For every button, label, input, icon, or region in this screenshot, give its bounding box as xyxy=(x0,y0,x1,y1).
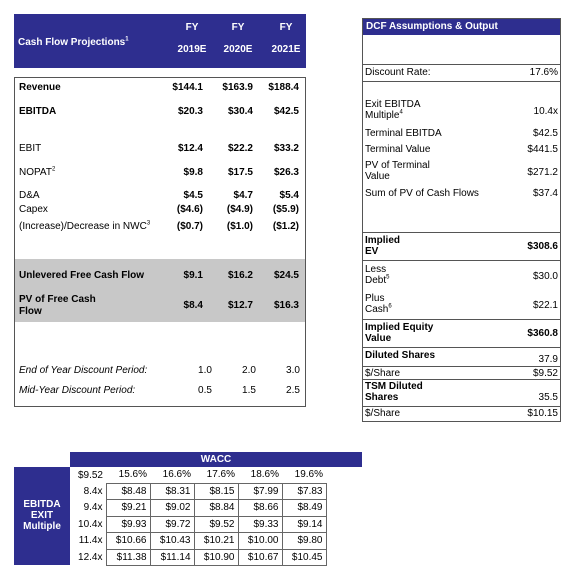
row-da: D&A $4.5 $4.7 $5.4 xyxy=(19,190,299,201)
divider xyxy=(363,319,560,320)
multiple-value: 8.4x xyxy=(83,485,103,497)
table-cell: $10.43 xyxy=(150,533,194,550)
cash-flow-title: Cash Flow Projections$^1$ xyxy=(18,36,129,48)
table-cell: $10.00 xyxy=(238,533,282,550)
divider xyxy=(363,81,560,82)
wacc-value: 16.6% xyxy=(162,469,191,481)
table-row xyxy=(70,533,326,550)
table-cell: $11.14 xyxy=(150,549,194,566)
multiple-value: 12.4x xyxy=(78,551,103,563)
table-cell: $7.99 xyxy=(238,483,282,500)
table-cell: $9.80 xyxy=(282,533,326,550)
row-revenue: Revenue $144.1 $163.9 $188.4 xyxy=(19,82,299,93)
table-cell: $8.66 xyxy=(238,500,282,517)
wacc-value: 19.6% xyxy=(294,469,323,481)
year-header-0: FY 2019E xyxy=(177,22,207,55)
row-midyear-discount: Mid-Year Discount Period: 0.5 1.5 2.5 xyxy=(19,385,300,396)
table-cell: $11.38 xyxy=(106,549,150,566)
table-cell: $9.93 xyxy=(106,516,150,533)
table-cell: $8.15 xyxy=(194,483,238,500)
table-cell: $10.90 xyxy=(194,549,238,566)
wacc-header: WACC xyxy=(70,452,362,467)
table-cell: $9.72 xyxy=(150,516,194,533)
row-nopat: NOPAT$^2$ $9.8 $17.5 $26.3 xyxy=(19,166,299,178)
table-cell: $9.14 xyxy=(282,516,326,533)
table-cell: $9.52 xyxy=(194,516,238,533)
table-cell: $9.21 xyxy=(106,500,150,517)
year-header-1: FY 2020E xyxy=(223,22,253,55)
corner-value: $9.52 xyxy=(77,469,103,481)
cash-flow-header xyxy=(14,14,306,68)
divider xyxy=(363,366,560,367)
divider xyxy=(363,379,560,380)
table-row xyxy=(70,549,326,566)
divider xyxy=(363,260,560,261)
dcf-panel: DCF Assumptions & Output Discount Rate: 17.6% Exit EBITDA Multiple$^4$ 10.4x Terminal EBITDA $42.5 Terminal Value $441.5 PV of Terminal Value $271.2 Sum of PV of Cash Flows $37.4 Implied EV $308.6 Less Debt$^5$ $30.0 Plus Cash$^6$ $22.1 Implied Equity Value $360.8 Diluted Shares 37.9 $/Share $9.52 TSM Diluted Shares 35.5 $/Share $10.15 xyxy=(362,18,561,422)
multiple-value: 11.4x xyxy=(78,535,103,547)
row-capex: Capex ($4.6) ($4.9) ($5.9) xyxy=(19,204,299,215)
multiple-value: 9.4x xyxy=(83,502,103,514)
wacc-value: 15.6% xyxy=(118,469,147,481)
wacc-value: 17.6% xyxy=(206,469,235,481)
table-cell: $9.33 xyxy=(238,516,282,533)
row-unlevered-fcf: Unlevered Free Cash Flow $9.1 $16.2 $24.5 xyxy=(19,270,299,281)
row-ebitda: EBITDA $20.3 $30.4 $42.5 xyxy=(19,106,299,117)
table-cell: $10.45 xyxy=(282,549,326,566)
table-row xyxy=(70,516,326,533)
multiple-value: 10.4x xyxy=(78,518,103,530)
wacc-header-row xyxy=(70,467,326,483)
table-cell: $9.02 xyxy=(150,500,194,517)
row-eoy-discount: End of Year Discount Period: 1.0 2.0 3.0 xyxy=(19,365,300,376)
row-pv-fcf: PV of Free Cash Flow $8.4 $12.7 $16.3 xyxy=(19,294,299,317)
table-cell: $8.31 xyxy=(150,483,194,500)
divider xyxy=(363,232,560,233)
row-ebit: EBIT $12.4 $22.2 $33.2 xyxy=(19,143,299,154)
divider xyxy=(363,64,560,65)
row-nwc: (Increase)/Decrease in NWC$^3$ ($0.7) ($1.0) ($1.2) xyxy=(19,220,299,232)
cash-flow-table xyxy=(14,77,306,407)
table-row xyxy=(70,500,326,517)
table-cell: $10.21 xyxy=(194,533,238,550)
table-row xyxy=(70,483,326,500)
table-cell: $7.83 xyxy=(282,483,326,500)
dcf-title: DCF Assumptions & Output xyxy=(363,19,560,35)
year-header-2: FY 2021E xyxy=(271,22,301,55)
wacc-value: 18.6% xyxy=(250,469,279,481)
table-cell: $10.67 xyxy=(238,549,282,566)
sensitivity-table xyxy=(70,467,327,566)
table-cell: $8.84 xyxy=(194,500,238,517)
divider xyxy=(363,347,560,348)
table-cell: $8.49 xyxy=(282,500,326,517)
divider xyxy=(363,406,560,407)
table-cell: $8.48 xyxy=(106,483,150,500)
ebitda-exit-multiple-label: EBITDA EXIT Multiple xyxy=(14,467,70,565)
table-cell: $10.66 xyxy=(106,533,150,550)
